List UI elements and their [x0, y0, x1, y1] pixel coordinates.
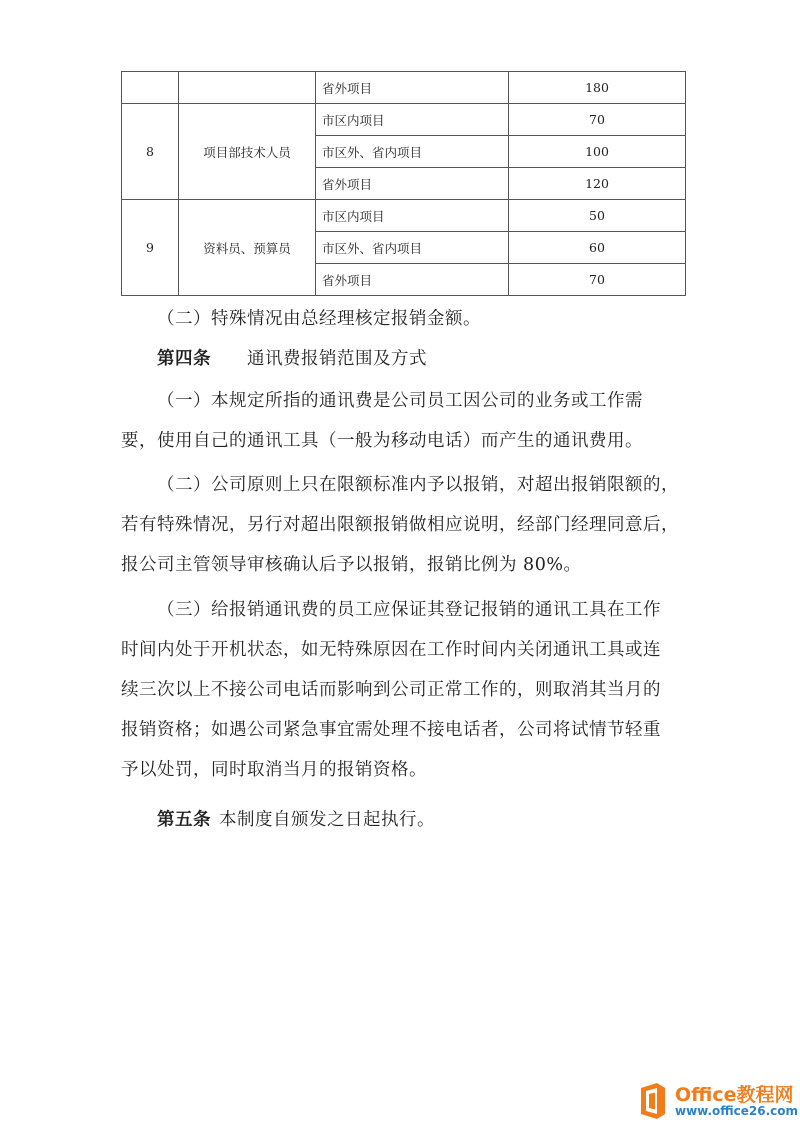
amount-cell: 50: [509, 200, 686, 232]
article-4-paragraph-2: [121, 465, 693, 585]
paragraph-line: 予以处罚，同时取消当月的报销资格。: [121, 760, 427, 780]
article-4-heading: [121, 339, 729, 379]
amount-cell: 70: [509, 264, 686, 296]
article-4-paragraph-1: [121, 381, 693, 461]
watermark-logo: [637, 1080, 797, 1124]
paragraph-line: 报公司主管领导审核确认后予以报销，报销比例为 80%。: [121, 555, 582, 575]
watermark-title: Office教程网: [675, 1084, 794, 1106]
article-5: [121, 800, 729, 840]
paragraph-line: （三）给报销通讯费的员工应保证其登记报销的通讯工具在工作: [157, 600, 661, 620]
paragraph-line: 续三次以上不接公司电话而影响到公司正常工作的，则取消其当月的: [121, 680, 661, 700]
special-case-paragraph: [121, 299, 729, 339]
paragraph-line: 报销资格；如遇公司紧急事宜需处理不接电话者，公司将试情节轻重: [121, 720, 661, 740]
paragraph-line: （二）特殊情况由总经理核定报销金额。: [157, 309, 481, 329]
office-logo-icon: [637, 1082, 669, 1120]
amount-cell: 70: [509, 104, 686, 136]
amount-cell: 120: [509, 168, 686, 200]
table-row: [122, 104, 686, 136]
row-number-cell: 9: [122, 200, 179, 296]
amount-cell: 100: [509, 136, 686, 168]
paragraph-line: （二）公司原则上只在限额标准内予以报销，对超出报销限额的，: [157, 475, 679, 495]
role-cell: 资料员、预算员: [179, 200, 316, 296]
area-cell: 省外项目: [316, 72, 509, 104]
article-text: 本制度自颁发之日起执行。: [219, 810, 435, 830]
article-label: 第五条: [157, 810, 211, 830]
role-cell: [179, 72, 316, 104]
watermark-url: www.office26.com: [675, 1104, 799, 1118]
table-row: [122, 72, 686, 104]
paragraph-line: （一）本规定所指的通讯费是公司员工因公司的业务或工作需: [157, 391, 643, 411]
article-label: 第四条: [157, 349, 211, 369]
table-row: [122, 200, 686, 232]
article-4-paragraph-3: [121, 590, 693, 790]
paragraph-line: 要，使用自己的通讯工具（一般为移动电话）而产生的通讯费用。: [121, 431, 643, 451]
role-cell: 项目部技术人员: [179, 104, 316, 200]
paragraph-line: 时间内处于开机状态，如无特殊原因在工作时间内关闭通讯工具或连: [121, 640, 661, 660]
area-cell: 省外项目: [316, 264, 509, 296]
row-number-cell: 8: [122, 104, 179, 200]
fee-standard-table: [121, 71, 686, 296]
area-cell: 省外项目: [316, 168, 509, 200]
amount-cell: 180: [509, 72, 686, 104]
paragraph-line: 若有特殊情况，另行对超出限额报销做相应说明，经部门经理同意后，: [121, 515, 679, 535]
row-number-cell: [122, 72, 179, 104]
area-cell: 市区外、省内项目: [316, 232, 509, 264]
area-cell: 市区内项目: [316, 200, 509, 232]
area-cell: 市区内项目: [316, 104, 509, 136]
area-cell: 市区外、省内项目: [316, 136, 509, 168]
article-title: 通讯费报销范围及方式: [247, 349, 427, 369]
amount-cell: 60: [509, 232, 686, 264]
